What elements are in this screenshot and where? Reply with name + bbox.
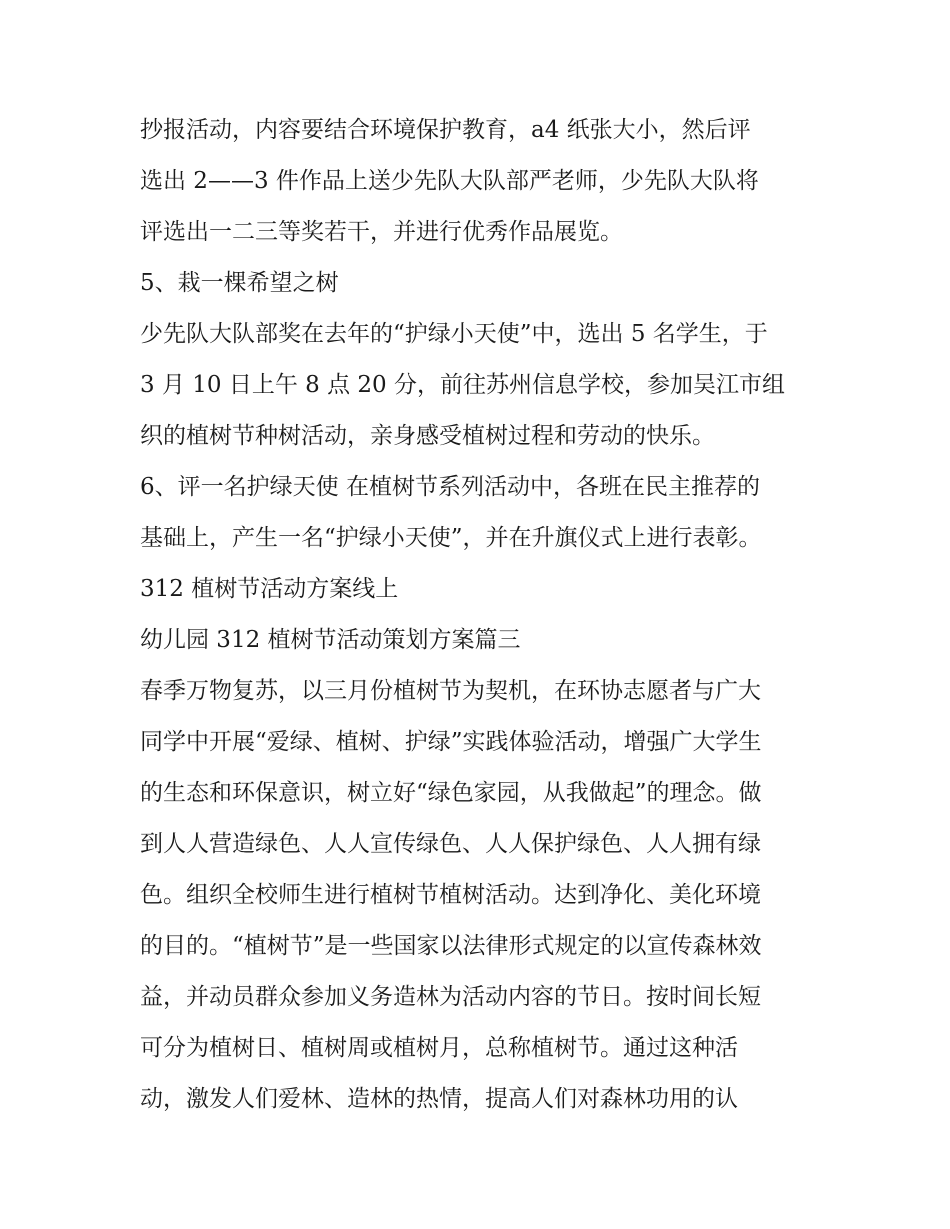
text-line: 抄报活动，内容要结合环境保护教育，a4 纸张大小，然后评 bbox=[140, 117, 751, 143]
text-line: 到人人营造绿色、人人宣传绿色、人人保护绿色、人人拥有绿 bbox=[140, 831, 761, 857]
text-line: 选出 2——3 件作品上送少先队大队部严老师，少先队大队将 bbox=[140, 168, 759, 194]
text-line: 动，激发人们爱林、造林的热情，提高人们对森林功用的认 bbox=[140, 1086, 738, 1112]
text-line: 基础上，产生一名“护绿小天使”，并在升旗仪式上进行表彰。 bbox=[140, 525, 762, 551]
section-heading: 5、栽一棵希望之树 bbox=[140, 270, 339, 296]
section-heading: 幼儿园 312 植树节活动策划方案篇三 bbox=[140, 627, 521, 653]
section-heading: 312 植树节活动方案线上 bbox=[140, 576, 399, 602]
text-line: 3 月 10 日上午 8 点 20 分，前往苏州信息学校，参加吴江市组 bbox=[140, 372, 785, 398]
text-line: 的生态和环保意识，树立好“绿色家园，从我做起”的理念。做 bbox=[140, 780, 762, 806]
text-line: 益，并动员群众参加义务造林为活动内容的节日。按时间长短 bbox=[140, 984, 761, 1010]
document-body bbox=[140, 110, 820, 1130]
text-line: 同学中开展“爱绿、植树、护绿”实践体验活动，增强广大学生 bbox=[140, 729, 762, 755]
text-line: 春季万物复苏，以三月份植树节为契机，在环协志愿者与广大 bbox=[140, 678, 761, 704]
text-line: 6、评一名护绿天使 在植树节系列活动中，各班在民主推荐的 bbox=[140, 474, 760, 500]
text-line: 的目的。“植树节”是一些国家以法律形式规定的以宣传森林效 bbox=[140, 933, 762, 959]
text-line: 色。组织全校师生进行植树节植树活动。达到净化、美化环境 bbox=[140, 882, 761, 908]
text-line: 织的植树节种树活动，亲身感受植树过程和劳动的快乐。 bbox=[140, 423, 715, 449]
text-line: 可分为植树日、植树周或植树月，总称植树节。通过这种活 bbox=[140, 1035, 738, 1061]
text-line: 少先队大队部奖在去年的“护绿小天使”中，选出 5 名学生，于 bbox=[140, 321, 768, 347]
text-line: 评选出一二三等奖若干，并进行优秀作品展览。 bbox=[140, 219, 623, 245]
